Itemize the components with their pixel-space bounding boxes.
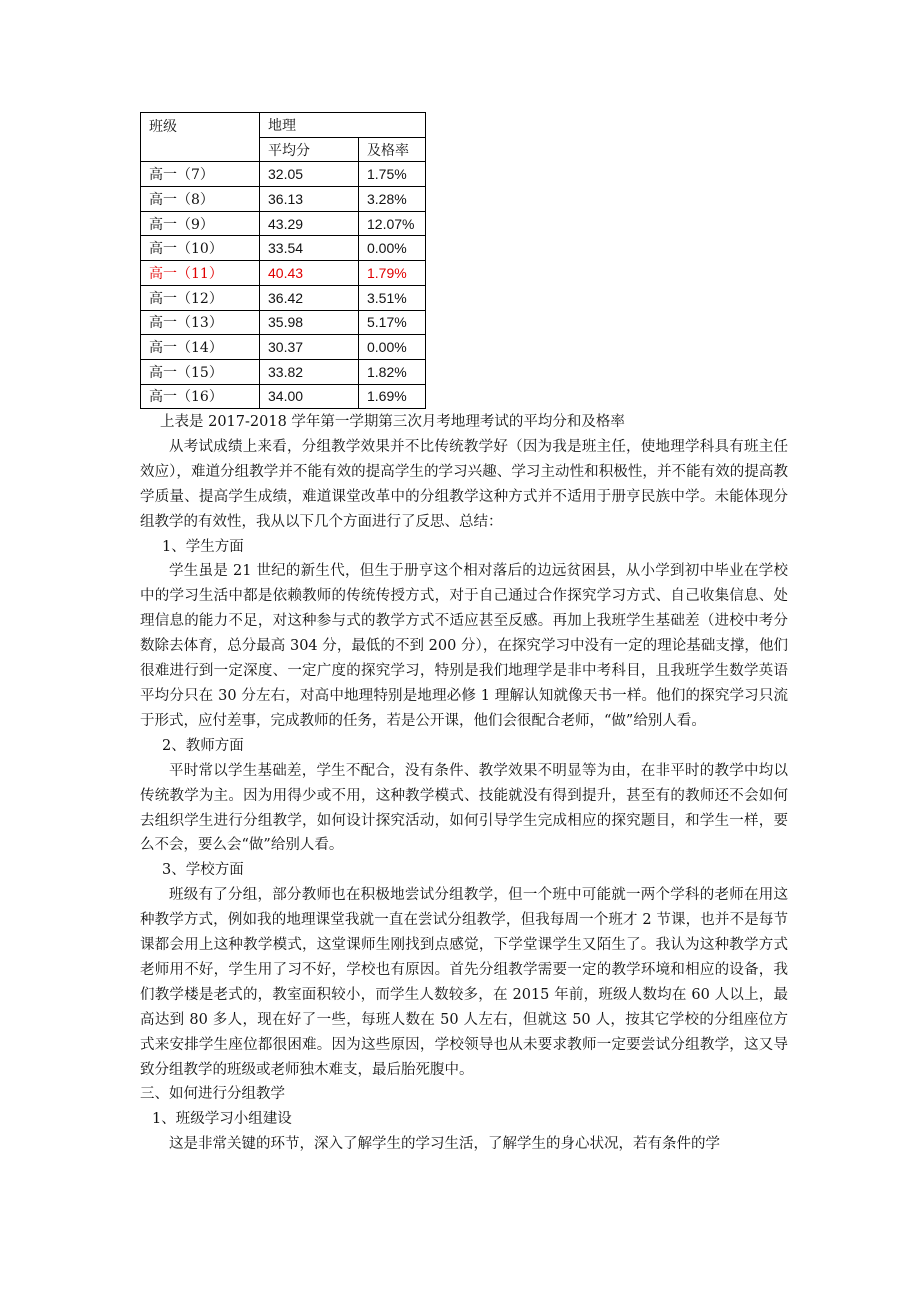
table-row-highlighted <box>141 261 426 286</box>
section-heading-teachers: 2、教师方面 <box>162 737 244 754</box>
paragraph-teachers: 平时常以学生基础差，学生不配合，没有条件、教学效果不明显等为由，在非平时的教学中均以传统教学为主。因为用得少或不用，这种教学模式、技能就没有得到提升，甚至有的教师还不会如何去组织学生进行分组教学，如何设计探究活动，如何引导学生完成相应的探究题目，和学生一样，要么不会，要么会“做”给别人看。 <box>140 762 788 854</box>
cell-avg: 30.37 <box>260 335 359 360</box>
cell-class: 高一（13） <box>141 310 260 335</box>
cell-class: 高一（12） <box>141 285 260 310</box>
cell-class: 高一（7） <box>141 162 260 187</box>
header-subject: 地理 <box>260 113 426 138</box>
table-row <box>141 384 426 409</box>
cell-class: 高一（14） <box>141 335 260 360</box>
table-row <box>141 236 426 261</box>
cell-pass: 5.17% <box>359 310 426 335</box>
cell-class: 高一（10） <box>141 236 260 261</box>
cell-avg: 32.05 <box>260 162 359 187</box>
table-row <box>141 211 426 236</box>
section-heading-students: 1、学生方面 <box>162 538 244 555</box>
header-class: 班级 <box>141 113 260 162</box>
cell-class: 高一（8） <box>141 187 260 212</box>
section-heading-school: 3、学校方面 <box>162 862 244 879</box>
cell-pass: 3.51% <box>359 285 426 310</box>
paragraph-students: 学生虽是 21 世纪的新生代，但生于册亨这个相对落后的边远贫困县，从小学到初中毕业在学校中的学习生活中都是依赖教师的传统传授方式，对于自己通过合作探究学习方式、自己收集信息、处理信息的能力不足，对这种参与式的教学方式不适应甚至反感。再加上我班学生基础差（进校中考分数除去体育，总分最高 304 分，最低的不到 200 分），在探究学习中没有一定的理论基础支撑，他们很难进行到一定深度、一定广度的探究学习，特别是我们地理学是非中考科目，且我班学生数学英语平均分只在 30 分左右，对高中地理特别是地理必修 1 理解认知就像天书一样。他们的探究学习只流于形式，应付差事，完成教师的任务，若是公开课，他们会很配合老师，“做”给别人看。 <box>140 563 788 729</box>
table-caption: 上表是 2017-2018 学年第一学期第三次月考地理考试的平均分和及格率 <box>160 414 625 430</box>
score-table <box>140 112 426 409</box>
cell-avg: 40.43 <box>260 261 359 286</box>
cell-pass: 1.75% <box>359 162 426 187</box>
header-pass: 及格率 <box>359 137 426 162</box>
table-row <box>141 359 426 384</box>
cell-avg: 35.98 <box>260 310 359 335</box>
cell-avg: 36.42 <box>260 285 359 310</box>
cell-avg: 43.29 <box>260 211 359 236</box>
table-row <box>141 162 426 187</box>
cell-pass: 12.07% <box>359 211 426 236</box>
cell-class: 高一（9） <box>141 211 260 236</box>
table-row <box>141 285 426 310</box>
cell-pass: 1.79% <box>359 261 426 286</box>
section-heading-group-building: 1、班级学习小组建设 <box>152 1111 292 1128</box>
cell-pass: 0.00% <box>359 236 426 261</box>
table-row <box>141 187 426 212</box>
paragraph-school: 班级有了分组，部分教师也在积极地尝试分组教学，但一个班中可能就一两个学科的老师在用这种教学方式，例如我的地理课堂我就一直在尝试分组教学，但我每周一个班才 2 节课，也并不是每节课都会用上这种教学模式，这堂课师生刚找到点感觉，下学堂课学生又陌生了。我认为这种教学方式老师用不好，学生用了习不好，学校也有原因。首先分组教学需要一定的教学环境和相应的设备，我们教学楼是老式的，教室面积较小，而学生人数较多，在 2015 年前，班级人数均在 60 人以上，最高达到 80 多人，现在好了一些，每班人数在 50 人左右，但就这 50 人，按其它学校的分组座位方式来安排学生座位都很困难。因为这些原因，学校领导也从未要求教师一定要尝试分组教学，这又导致分组教学的班级或老师独木难支，最后胎死腹中。 <box>140 887 788 1078</box>
cell-avg: 34.00 <box>260 384 359 409</box>
table-header-row <box>141 113 426 138</box>
cell-avg: 36.13 <box>260 187 359 212</box>
cell-class: 高一（11） <box>141 261 260 286</box>
cell-pass: 1.69% <box>359 384 426 409</box>
paragraph-group-building: 这是非常关键的环节，深入了解学生的学习生活，了解学生的身心状况，若有条件的学 <box>169 1136 720 1153</box>
table-row <box>141 310 426 335</box>
header-avg: 平均分 <box>260 137 359 162</box>
cell-pass: 0.00% <box>359 335 426 360</box>
chapter-heading-group-teaching: 三、如何进行分组教学 <box>140 1086 285 1103</box>
cell-class: 高一（16） <box>141 384 260 409</box>
paragraph-intro: 从考试成绩上来看，分组教学效果并不比传统教学好（因为我是班主任，使地理学科具有班主任效应），难道分组教学并不能有效的提高学生的学习兴趣、学习主动性和积极性，并不能有效的提高教学质量、提高学生成绩，难道课堂改革中的分组教学这种方式并不适用于册亨民族中学。未能体现分组教学的有效性，我从以下几个方面进行了反思、总结： <box>140 438 788 530</box>
cell-pass: 1.82% <box>359 359 426 384</box>
cell-avg: 33.82 <box>260 359 359 384</box>
cell-avg: 33.54 <box>260 236 359 261</box>
document-body <box>140 410 788 1157</box>
table-row <box>141 335 426 360</box>
cell-class: 高一（15） <box>141 359 260 384</box>
cell-pass: 3.28% <box>359 187 426 212</box>
